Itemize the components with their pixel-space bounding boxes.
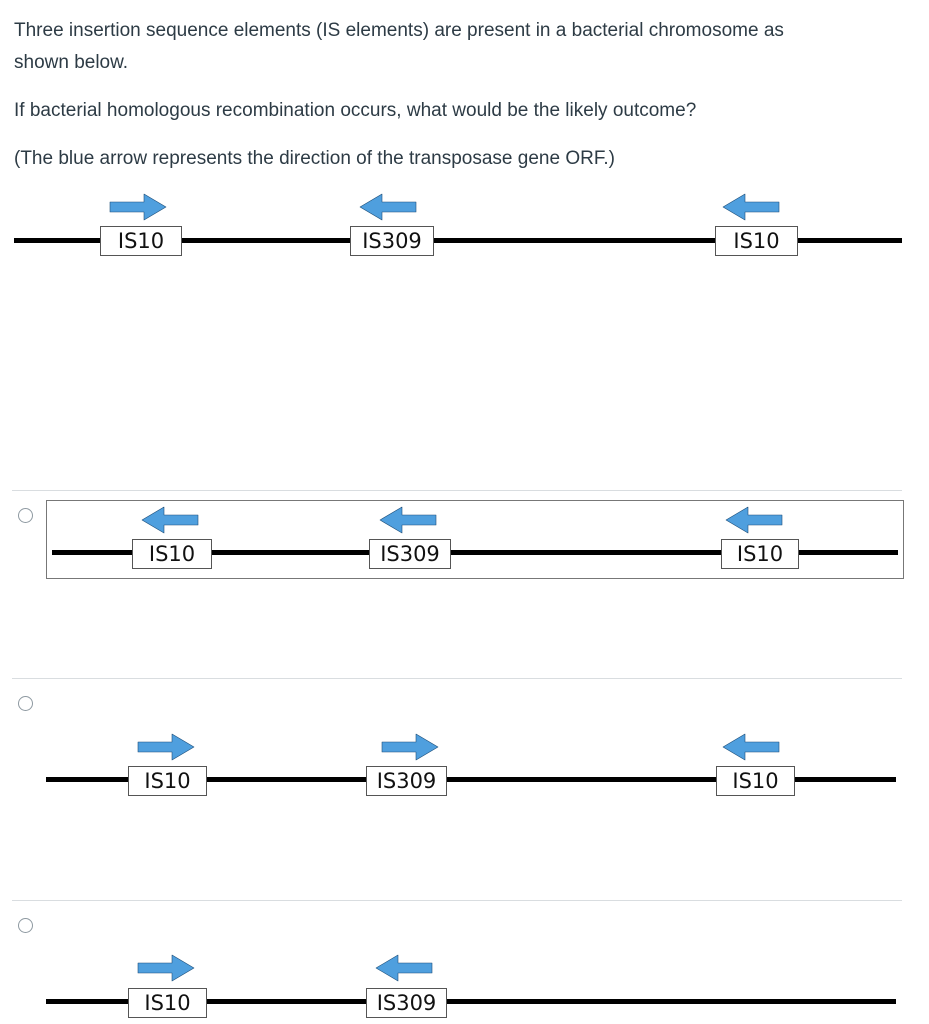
is-element-label: IS309: [366, 988, 447, 1018]
option-1-diagram: [0, 500, 929, 580]
is-element-label: IS10: [721, 539, 799, 569]
option-divider: [12, 678, 902, 679]
question-text-line2: shown below.: [14, 52, 129, 73]
is-element-label: IS309: [366, 766, 447, 796]
is-element-label: IS10: [128, 766, 207, 796]
arrow-right-icon: [136, 732, 196, 762]
arrow-right-icon: [108, 192, 168, 222]
arrow-right-icon: [380, 732, 440, 762]
arrow-left-icon: [358, 192, 418, 222]
option-divider: [12, 900, 902, 901]
arrow-left-icon: [140, 505, 200, 535]
arrow-left-icon: [721, 192, 781, 222]
arrow-left-icon: [724, 505, 784, 535]
is-element-label: IS10: [128, 988, 207, 1018]
arrow-left-icon: [378, 505, 438, 535]
is-element-label: IS10: [132, 539, 212, 569]
arrow-left-icon: [721, 732, 781, 762]
option-divider: [12, 490, 902, 491]
option-3-diagram[interactable]: [0, 948, 929, 1024]
reference-diagram: [0, 190, 929, 270]
is-element-label: IS309: [369, 539, 451, 569]
is-element-label: IS10: [716, 766, 795, 796]
question-prompt: If bacterial homologous recombination occurs, what would be the likely outcome?: [14, 100, 697, 121]
question-text-line1: Three insertion sequence elements (IS elements) are present in a bacterial chromosome as: [14, 20, 784, 41]
option-2-radio[interactable]: [18, 696, 33, 711]
is-element-label: IS10: [715, 226, 798, 256]
question-note: (The blue arrow represents the direction of the transposase gene ORF.): [14, 148, 615, 169]
option-2-diagram[interactable]: [0, 726, 929, 806]
arrow-left-icon: [374, 953, 434, 983]
arrow-right-icon: [136, 953, 196, 983]
is-element-label: IS309: [350, 226, 434, 256]
option-3-radio[interactable]: [18, 918, 33, 933]
is-element-label: IS10: [100, 226, 182, 256]
